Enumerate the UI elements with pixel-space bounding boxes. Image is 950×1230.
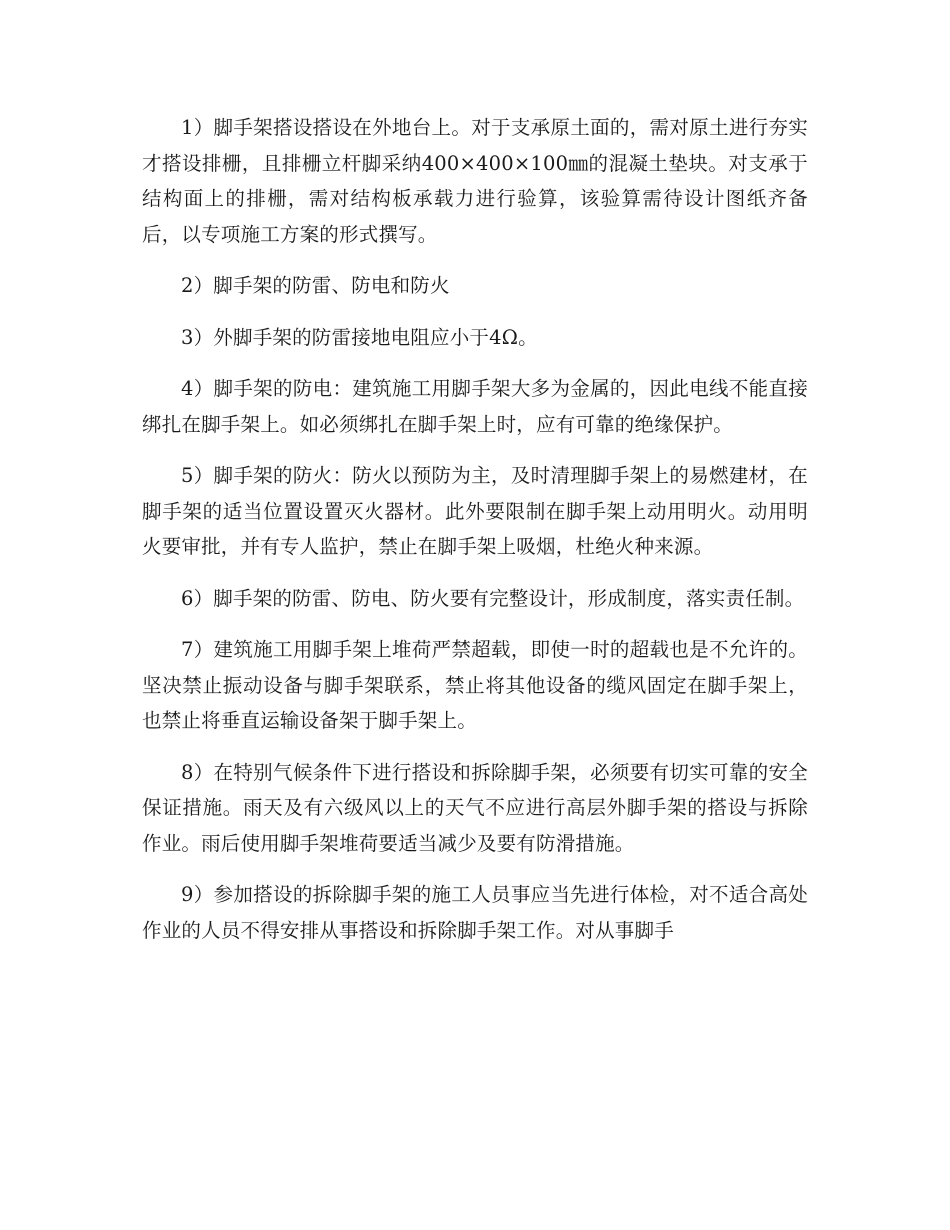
paragraph-2: 2）脚手架的防雷、防电和防火 [181,274,450,297]
paragraph-6: 6）脚手架的防雷、防电、防火要有完整设计，形成制度，落实责任制。 [181,586,805,610]
document-page [142,110,808,964]
paragraph-4: 4）脚手架的防电：建筑施工用脚手架大多为金属的，因此电线不能直接绑扎在脚手架上。如必须绑扎在脚手架上时，应有可靠的绝缘保护。 [142,377,808,436]
paragraph-1: 1）脚手架搭设搭设在外地台上。对于支承原土面的，需对原土进行夯实才搭设排栅，且排栅立杆脚采纳400×400×100㎜的混凝土垫块。对支承于结构面上的排栅，需对结构板承载力进行验算，该验算需待设计图纸齐备后，以专项施工方案的形式撰写。 [142,116,808,246]
paragraph-8: 8）在特别气候条件下进行搭设和拆除脚手架，必须要有切实可靠的安全保证措施。雨天及有六级风以上的天气不应进行高层外脚手架的搭设与拆除作业。雨后使用脚手架堆荷要适当减少及要有防滑措施。 [142,760,808,855]
paragraph-7: 7）建筑施工用脚手架上堆荷严禁超载，即使一时的超载也是不允许的。坚决禁止振动设备与脚手架联系，禁止将其他设备的缆风固定在脚手架上，也禁止将垂直运输设备架于脚手架上。 [142,638,808,732]
paragraph-5: 5）脚手架的防火：防火以预防为主，及时清理脚手架上的易燃建材，在脚手架的适当位置设置灭火器材。此外要限制在脚手架上动用明火。动用明火要审批，并有专人监护，禁止在脚手架上吸烟，杜绝火种来源。 [142,464,808,558]
paragraph-9: 9）参加搭设的拆除脚手架的施工人员事应当先进行体检，对不适合高处作业的人员不得安排从事搭设和拆除脚手架工作。对从事脚手 [142,883,808,942]
paragraph-3: 3）外脚手架的防雷接地电阻应小于4Ω。 [181,325,538,349]
